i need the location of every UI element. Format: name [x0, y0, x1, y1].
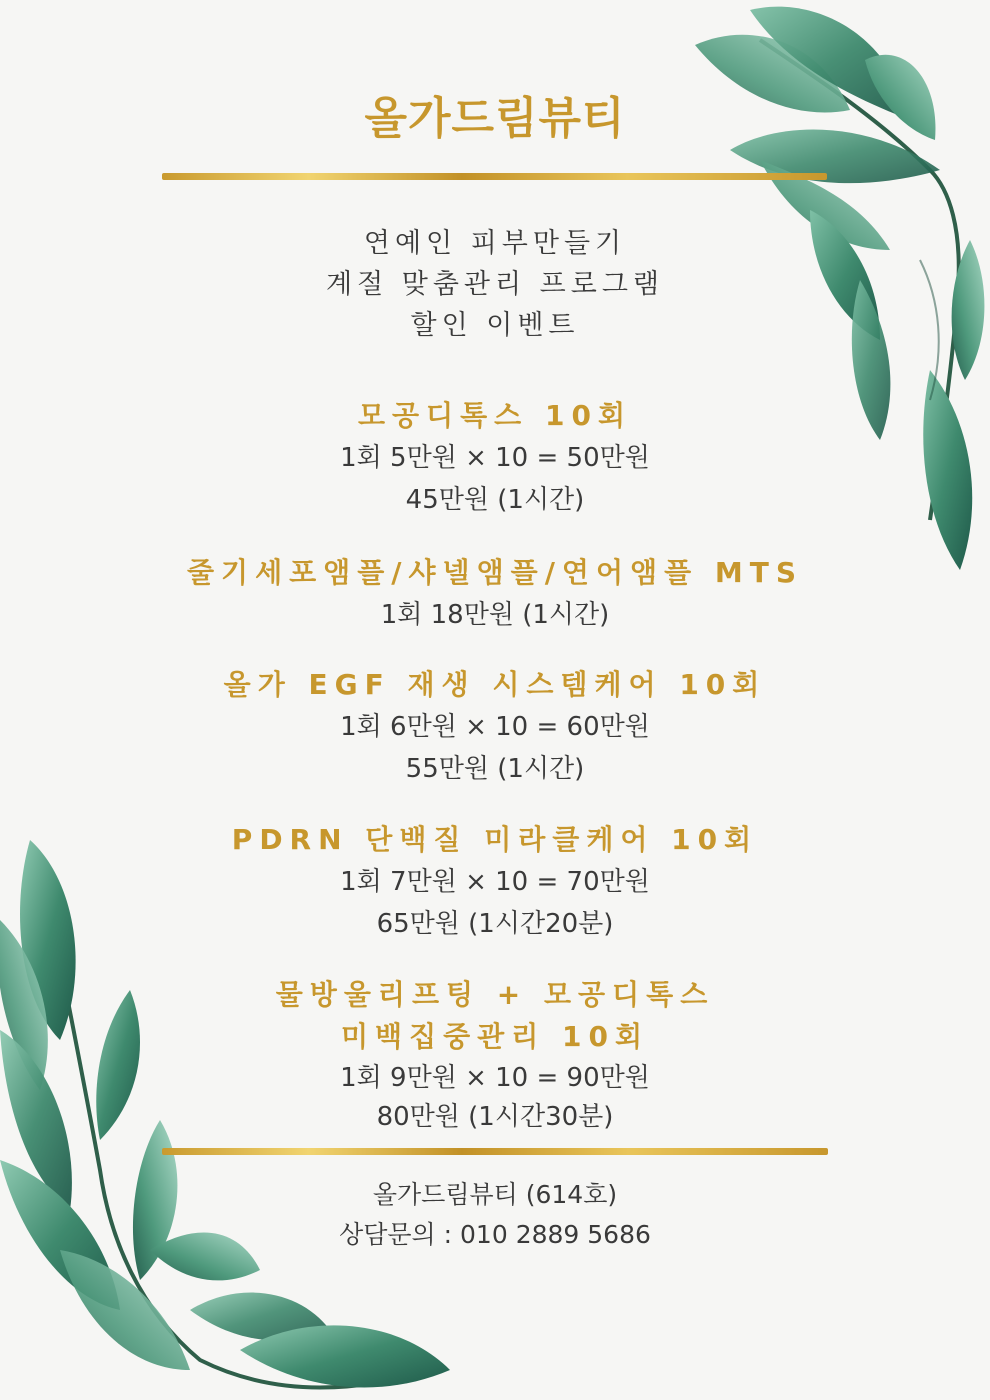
- program-price-line: 80만원 (1시간30분): [376, 1102, 614, 1132]
- program-ampoule-mts: [0, 552, 990, 636]
- program-heading: 올가 EGF 재생 시스템케어 10회: [223, 668, 767, 701]
- program-price-line: 55만원 (1시간): [405, 754, 585, 784]
- program-price-line: 45만원 (1시간): [405, 485, 585, 515]
- contact-phone: 상담문의 : 010 2889 5686: [339, 1220, 651, 1249]
- program-heading: 물방울리프팅 + 모공디톡스: [275, 978, 715, 1011]
- program-price-line: 1회 7만원 × 10 = 70만원: [340, 867, 650, 897]
- program-heading: PDRN 단백질 미라클케어 10회: [231, 823, 759, 856]
- intro-section: [0, 223, 990, 346]
- intro-line: 연예인 피부만들기: [363, 228, 627, 259]
- program-pdrn-care: [0, 819, 990, 945]
- program-water-lifting: [0, 974, 990, 1136]
- intro-line: 할인 이벤트: [410, 310, 580, 341]
- gold-divider-bottom: [162, 1148, 828, 1155]
- program-heading-second-line: 미백집중관리 10회: [340, 1020, 650, 1053]
- page-title: 올가드림뷰티: [364, 93, 626, 144]
- program-price-line: 65만원 (1시간20분): [376, 909, 614, 939]
- intro-line: 계절 맞춤관리 프로그램: [326, 269, 664, 300]
- program-price-line: 1회 18만원 (1시간): [380, 600, 610, 630]
- program-pore-detox: [0, 395, 990, 521]
- program-egf-care: [0, 664, 990, 790]
- program-price-line: 1회 5만원 × 10 = 50만원: [340, 443, 650, 473]
- program-price-line: 1회 9만원 × 10 = 90만원: [340, 1063, 650, 1093]
- shop-name: 올가드림뷰티 (614호): [372, 1180, 618, 1209]
- footer: [0, 1175, 990, 1255]
- program-heading: 모공디톡스 10회: [357, 399, 632, 432]
- gold-divider-top: [162, 173, 827, 180]
- program-price-line: 1회 6만원 × 10 = 60만원: [340, 712, 650, 742]
- program-heading: 줄기세포앰플/샤넬앰플/연어앰플 MTS: [186, 556, 803, 589]
